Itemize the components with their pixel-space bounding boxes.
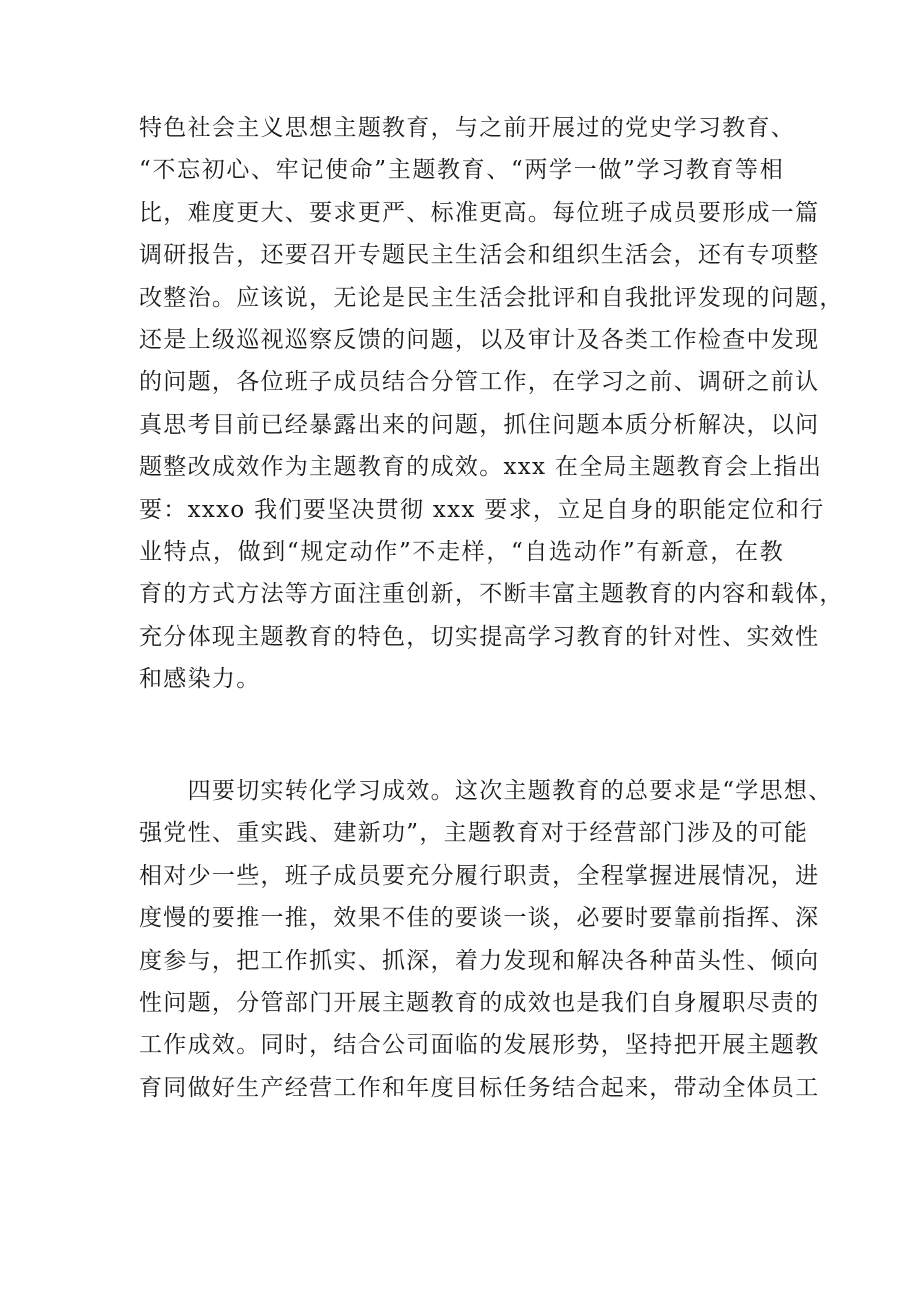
body-paragraph-2 xyxy=(139,770,833,1109)
text-line: 题整改成效作为主题教育的成效。xxx 在全局主题教育会上指出 xyxy=(139,454,823,481)
text-line: 育的方式方法等方面注重创新，不断丰富主题教育的内容和载体， xyxy=(139,581,844,608)
text-line: 和感染力。 xyxy=(139,666,261,693)
text-line: 相对少一些，班子成员要充分履行职责，全程掌握进展情况，进 xyxy=(139,862,820,889)
text-line: 业特点，做到“规定动作”不走样，“自选动作”有新意，在教 xyxy=(139,539,784,566)
text-line: 四要切实转化学习成效。这次主题教育的总要求是“学思想、 xyxy=(139,778,833,804)
text-line: 度参与，把工作抓实、抓深，着力发现和解决各种苗头性、倾向 xyxy=(139,947,820,974)
text-line: 特色社会主义思想主题教育，与之前开展过的党史学习教育、 xyxy=(139,115,796,141)
text-line: “不忘初心、牢记使命”主题教育、“两学一做”学习教育等相 xyxy=(139,157,784,184)
text-line: 的问题，各位班子成员结合分管工作，在学习之前、调研之前认 xyxy=(139,369,820,396)
text-line: 比，难度更大、要求更严、标准更高。每位班子成员要形成一篇 xyxy=(139,199,820,226)
text-line: 工作成效。同时，结合公司面临的发展形势，坚持把开展主题教 xyxy=(139,1032,820,1059)
text-line: 性问题，分管部门开展主题教育的成效也是我们自身履职尽责的 xyxy=(139,990,820,1017)
text-line: 还是上级巡视巡察反馈的问题，以及审计及各类工作检查中发现 xyxy=(139,327,820,354)
text-line: 充分体现主题教育的特色，切实提高学习教育的针对性、实效性 xyxy=(139,623,820,650)
text-line: 调研报告，还要召开专题民主生活会和组织生活会，还有专项整 xyxy=(139,242,820,269)
text-line: 要：xxxo 我们要坚决贯彻 xxx 要求，立足自身的职能定位和行 xyxy=(139,496,825,523)
text-line: 改整治。应该说，无论是民主生活会批评和自我批评发现的问题， xyxy=(139,284,844,311)
text-line: 育同做好生产经营工作和年度目标任务结合起来，带动全体员工 xyxy=(139,1074,820,1101)
text-line: 真思考目前已经暴露出来的问题，抓住问题本质分析解决，以问 xyxy=(139,411,820,438)
body-paragraph-1 xyxy=(139,107,844,701)
text-line: 度慢的要推一推，效果不佳的要谈一谈，必要时要靠前指挥、深 xyxy=(139,905,820,932)
text-line: 强党性、重实践、建新功”，主题教育对于经营部门涉及的可能 xyxy=(139,820,809,847)
